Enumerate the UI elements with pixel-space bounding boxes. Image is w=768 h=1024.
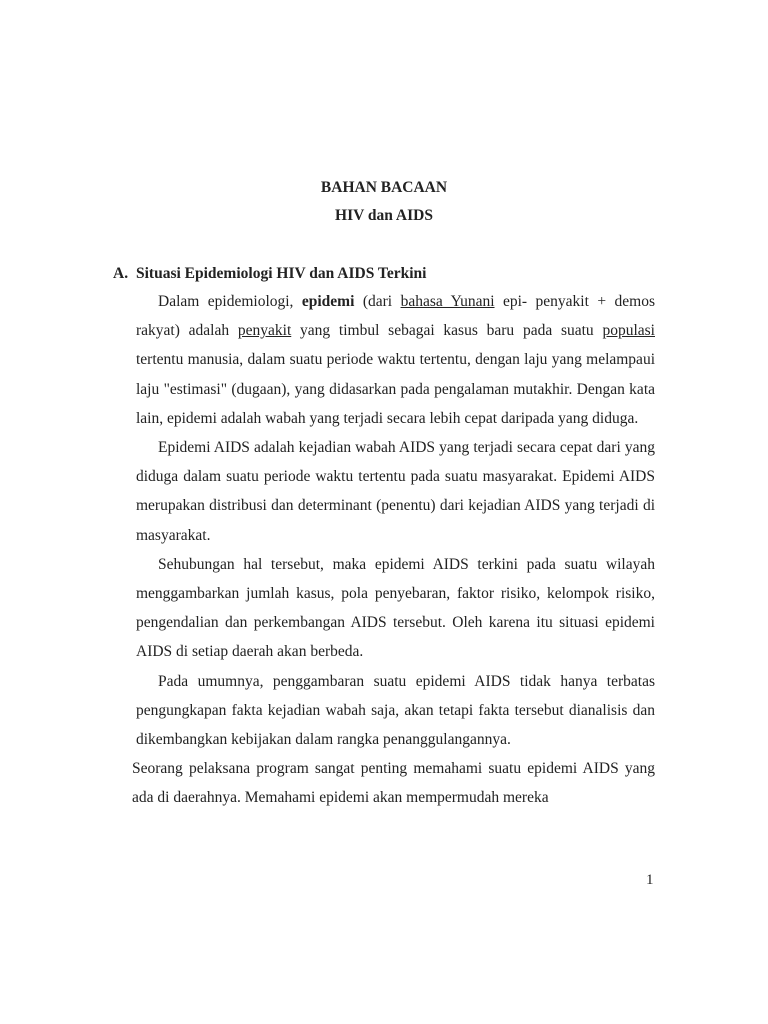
- paragraph-1-text-2: (dari: [354, 293, 401, 310]
- paragraph-3: Sehubungan hal tersebut, maka epidemi AIDS terkini pada suatu wilayah menggambarkan jumlah kasus, pola penyebaran, faktor risiko, kelompok risiko, pengendalian dan perkembangan AIDS tersebut. Oleh karena itu situasi epidemi AIDS di setiap daerah akan berbeda.: [136, 555, 655, 661]
- body-text: [132, 287, 655, 813]
- term-epidemi: epidemi: [301, 293, 355, 310]
- title-line-2: HIV dan AIDS: [335, 207, 433, 224]
- document-title: [0, 174, 768, 230]
- paragraph-1-text-1: Dalam epidemiologi,: [158, 293, 302, 310]
- paragraph-1: [136, 287, 655, 433]
- section-heading-text: Situasi Epidemiologi HIV dan AIDS Terkini: [136, 265, 427, 282]
- paragraph-2: Epidemi AIDS adalah kejadian wabah AIDS yang terjadi secara cepat dari yang diduga dalam suatu periode waktu tertentu pada suatu masyarakat. Epidemi AIDS merupakan distribusi dan determinant (penentu) dari kejadian AIDS yang terjadi di masyarakat.: [136, 439, 655, 544]
- paragraph-1-text-3: epi- penyakit + demos rakyat) adalah: [136, 293, 655, 340]
- section-letter: A.: [113, 265, 129, 282]
- paragraph-1-text-4: yang timbul sebagai kasus baru pada suatu: [291, 322, 603, 340]
- title-line-1: BAHAN BACAAN: [320, 179, 448, 196]
- page-number: 1: [646, 872, 654, 888]
- paragraph-4: Pada umumnya, penggambaran suatu epidemi AIDS tidak hanya terbatas pengungkapan fakta kejadian wabah saja, akan tetapi fakta tersebut dianalisis dan dikembangkan kebijakan dalam rangka penanggulangannya.: [136, 672, 655, 749]
- paragraph-5: Seorang pelaksana program sangat penting memahami suatu epidemi AIDS yang ada di daerahnya. Memahami epidemi akan mempermudah mereka: [132, 760, 655, 807]
- link-penyakit[interactable]: penyakit: [237, 322, 292, 340]
- link-populasi[interactable]: populasi: [602, 322, 655, 340]
- link-bahasa-yunani[interactable]: bahasa Yunani: [400, 293, 495, 310]
- paragraph-1-text-5: tertentu manusia, dalam suatu periode waktu tertentu, dengan laju yang melampaui laju "estimasi" (dugaan), yang didasarkan pada pengalaman mutakhir. Dengan kata lain, epidemi adalah wabah yang terjadi secara lebih cepat daripada yang diduga.: [136, 351, 655, 427]
- section-heading: [113, 260, 426, 288]
